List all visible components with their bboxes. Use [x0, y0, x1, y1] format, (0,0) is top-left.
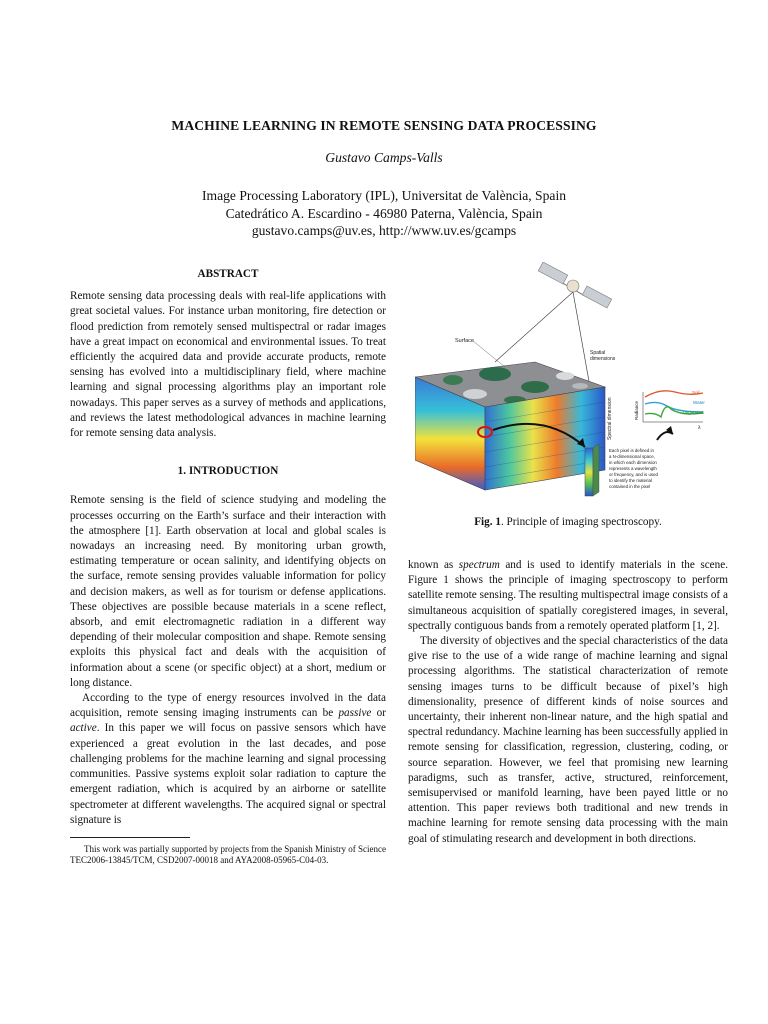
- abstract-text: Remote sensing data processing deals with real-life applications with great societal values. For instance urban monitoring, fire detection or flood prediction from remotely sensed multispectral or radar images have a great impact on economical and environmental issues. To treat efficiently the acquired data and provide accurate products, remote sensing has evolved into a multidisciplinary field, where machine learning and signal processing algorithms play an important role nowadays. This paper serves as a survey of methods and applications, and reviews the latest methodological advances in machine learning for remote sensing data analysis.: [70, 290, 386, 440]
- intro-paragraph-1: Remote sensing is the field of science studying and modeling the processes occurring on the Earth’s surface and their interaction with the atmosphere [1]. Earth observation at local and global scales is nowadays an increasing need. By monitoring urban growth, estimating temperature or ocean salinity, and identifying objects on the surface, remote sensing provides valuable information for policy and decision makers, as well as for tourism or defense applications. These objectives are possible because materials in a scene reflect, absorb, and emit electromagnetic radiation in a different way depending of their molecular composition and shape. Remote sensing exploits this physical fact and deals with the acquisition of information about a scene (or specific object) at a short, medium or long distance.: [70, 494, 386, 689]
- dimensions-label: dimensions: [590, 356, 616, 362]
- pixel-note-line: a N-dimensional space,: [609, 454, 655, 459]
- view-line-right: [573, 292, 590, 387]
- pixel-note-line: represents a wavelength: [609, 466, 657, 471]
- intro-paragraph-2-or: or: [371, 707, 386, 720]
- footnote-rule: [70, 837, 190, 838]
- intro-paragraph-3-rest: and is used to identify materials in the scene. Figure 1 shows the principle of imaging spectroscopy to perform satellite remote sensing. The resulting multispectral image consists of a simultaneous acquisition of spatially coregistered images, in several, spectrally contiguous bands from a remotely operated platform [1, 2].: [408, 559, 728, 632]
- pixel-note: [609, 448, 659, 489]
- affiliation-contact: gustavo.camps@uv.es, http://www.uv.es/gcamps: [251, 223, 517, 238]
- footnote-text: This work was partially supported by projects from the Spanish Ministry of Science TEC2006-13845/TCM, CSD2007-00018 and AYA2008-05965-C04-03.: [70, 844, 386, 866]
- introduction-heading: 1. INTRODUCTION: [177, 465, 279, 478]
- affiliation-line-2: Catedrático A. Escardino - 46980 Paterna, València, Spain: [225, 205, 543, 221]
- pixel-note-line: or frequency, and is used: [609, 472, 658, 477]
- term-spectrum: spectrum: [458, 559, 500, 571]
- affiliation: [0, 187, 768, 240]
- surface-label: Surface: [455, 338, 474, 344]
- intro-paragraph-4: The diversity of objectives and the special characteristics of the data give rise to the use of a wide range of machine learning and signal processing algorithms. The statistical characterization of remote sensing images turns to be difficult because of pixel’s high dimensionality, presence of different kinds of noise sources and uncertainty, their inherent non-linear nature, and the high spatial and spectral redundancy. Machine learning has been successfully applied in remote sensing for classification, regression, clustering, coding, or source separation. However, we feel that promising new learning paradigms, such as transfer, active, structured, reinforcement, semisupervised or manifold learning, have been payed little or no attention. This paper reviews both traditional and new trends in machine learning for remote sensing data processing with the main goal of stimulating research and development in both directions.: [408, 635, 728, 845]
- figure-caption-text: . Principle of imaging spectroscopy.: [500, 516, 662, 528]
- pixel-note-line: to identify the material: [609, 478, 652, 483]
- spatial-label: Spatial: [590, 350, 606, 356]
- pixel-note-line: contained in the pixel: [609, 484, 651, 489]
- water-label: Water: [693, 400, 705, 405]
- intro-paragraph-2-rest: . In this paper we will focus on passive sensors which have experienced a great evolution in the last decades, and pose challenging problems for the machine learning and signal processing communities. Passive systems exploit solar radiation to capture the emergent radiation, which is acquired by an airborne or satellite spectrometer at different wavelengths. The acquired signal or spectral signature is: [70, 722, 386, 826]
- affiliation-line-1: Image Processing Laboratory (IPL), Universitat de València, Spain: [201, 188, 567, 203]
- spectral-dimension-label: Spectral dimension: [607, 397, 613, 440]
- figure-caption: [408, 516, 728, 528]
- abstract-heading: ABSTRACT: [197, 268, 259, 280]
- spectra-plot: [634, 390, 705, 431]
- lambda-label: λ: [698, 425, 701, 431]
- term-passive: passive: [338, 707, 372, 720]
- term-active: active: [70, 722, 97, 735]
- spectrum-arrow: [657, 432, 673, 440]
- left-column: [70, 267, 386, 828]
- figure-imaging-spectroscopy: [415, 262, 720, 502]
- paper-title: MACHINE LEARNING IN REMOTE SENSING DATA PROCESSING: [171, 118, 597, 133]
- soil-label: Soil: [692, 390, 700, 395]
- vegetation-label: Vegetation: [683, 410, 705, 415]
- figure-caption-label: Fig. 1: [474, 516, 501, 528]
- right-column: [408, 558, 728, 847]
- pixel-spectrum-bar: [585, 448, 593, 496]
- pixel-note-line: in which each dimension: [609, 460, 657, 465]
- intro-paragraph-3-start: known as: [408, 559, 459, 571]
- pixel-note-line: Each pixel is defined in: [609, 448, 654, 453]
- footnote: [70, 844, 386, 867]
- intro-paragraph-2: [70, 691, 386, 828]
- intro-paragraph-3: [408, 558, 728, 634]
- satellite-icon: [538, 262, 611, 308]
- radiance-label: Radiance: [634, 400, 639, 420]
- intro-paragraph-2-start: According to the type of energy resources involved in the data acquisition, remote sensing imaging instruments can be: [70, 692, 386, 720]
- view-line-left: [495, 292, 573, 362]
- author-name: Gustavo Camps-Valls: [325, 150, 443, 165]
